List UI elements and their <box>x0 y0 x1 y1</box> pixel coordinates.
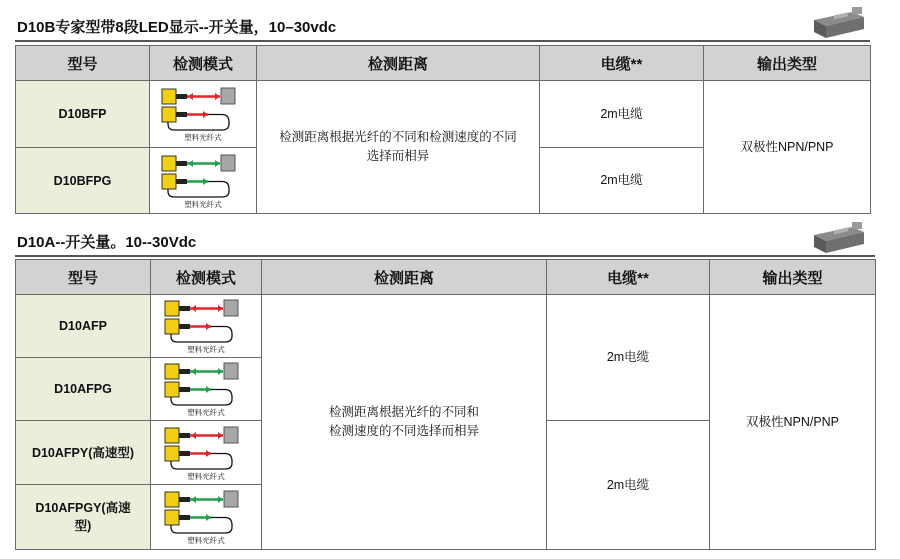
mode-label: 塑料光纤式 <box>184 199 222 209</box>
header-range: 检测距离 <box>257 46 540 81</box>
plastic-fiber-sensor-diagram-icon <box>158 153 248 209</box>
cable-cell: 2m电缆 <box>540 81 704 148</box>
section-b-header-row <box>16 46 871 81</box>
section-a-header-row <box>16 260 876 295</box>
mode-label: 塑料光纤式 <box>187 345 225 354</box>
plastic-fiber-sensor-diagram-icon <box>161 425 251 481</box>
output-cell: 双极性NPN/PNP <box>704 81 871 214</box>
range-text-line: 检测距离根据光纤的不同和检测速度的不同 <box>279 130 517 144</box>
detection-mode-cell <box>150 148 257 214</box>
detection-mode-cell <box>150 81 257 148</box>
model-line: D10AFPGY(高速 <box>35 501 131 515</box>
section-b-table <box>15 45 871 214</box>
mode-label: 塑料光纤式 <box>184 133 222 142</box>
table-row <box>16 81 871 148</box>
section-b-title: D10B专家型带8段LED显示--开关量，10–30vdc <box>17 19 337 36</box>
model-line: 型) <box>74 519 92 533</box>
model-cell: D10BFP <box>16 81 150 148</box>
header-range: 检测距离 <box>262 260 547 295</box>
cable-cell: 2m电缆 <box>540 148 704 214</box>
plastic-fiber-sensor-diagram-icon <box>158 86 248 142</box>
header-cable: 电缆** <box>540 46 704 81</box>
model-cell: D10AFPG <box>16 358 151 421</box>
model-cell <box>16 485 151 550</box>
plastic-fiber-sensor-diagram-icon <box>161 361 251 417</box>
output-cell: 双极性NPN/PNP <box>710 295 876 550</box>
plastic-fiber-sensor-diagram-icon <box>161 298 251 354</box>
header-model: 型号 <box>16 260 151 295</box>
plastic-fiber-sensor-diagram-icon <box>161 489 251 545</box>
mode-label: 塑料光纤式 <box>187 471 225 481</box>
section-a-divider <box>15 255 875 257</box>
header-model: 型号 <box>16 46 150 81</box>
range-text-line: 检测速度的不同选择而相异 <box>328 424 479 438</box>
header-output: 输出类型 <box>704 46 871 81</box>
section-a-table <box>15 259 876 550</box>
table-row <box>16 295 876 358</box>
cable-cell: 2m电缆 <box>547 421 710 550</box>
detection-mode-cell <box>151 295 262 358</box>
header-mode: 检测模式 <box>151 260 262 295</box>
range-cell <box>262 295 547 550</box>
amplifier-sensor-photo-icon <box>812 221 868 255</box>
cable-cell: 2m电缆 <box>547 295 710 421</box>
range-text-line: 选择而相异 <box>366 149 430 163</box>
detection-mode-cell <box>151 358 262 421</box>
model-cell: D10BFPG <box>16 148 150 214</box>
detection-mode-cell <box>151 485 262 550</box>
header-output: 输出类型 <box>710 260 876 295</box>
header-mode: 检测模式 <box>150 46 257 81</box>
section-b-divider <box>15 40 870 42</box>
mode-label: 塑料光纤式 <box>187 536 225 545</box>
model-cell: D10AFP <box>16 295 151 358</box>
mode-label: 塑料光纤式 <box>187 408 225 417</box>
model-cell: D10AFPY(高速型) <box>16 421 151 485</box>
section-a-title: D10A--开关量。10--30Vdc <box>17 234 197 251</box>
amplifier-sensor-photo-icon <box>812 6 868 40</box>
range-cell <box>257 81 540 214</box>
detection-mode-cell <box>151 421 262 485</box>
range-text-line: 检测距离根据光纤的不同和 <box>328 405 479 419</box>
header-cable: 电缆** <box>547 260 710 295</box>
